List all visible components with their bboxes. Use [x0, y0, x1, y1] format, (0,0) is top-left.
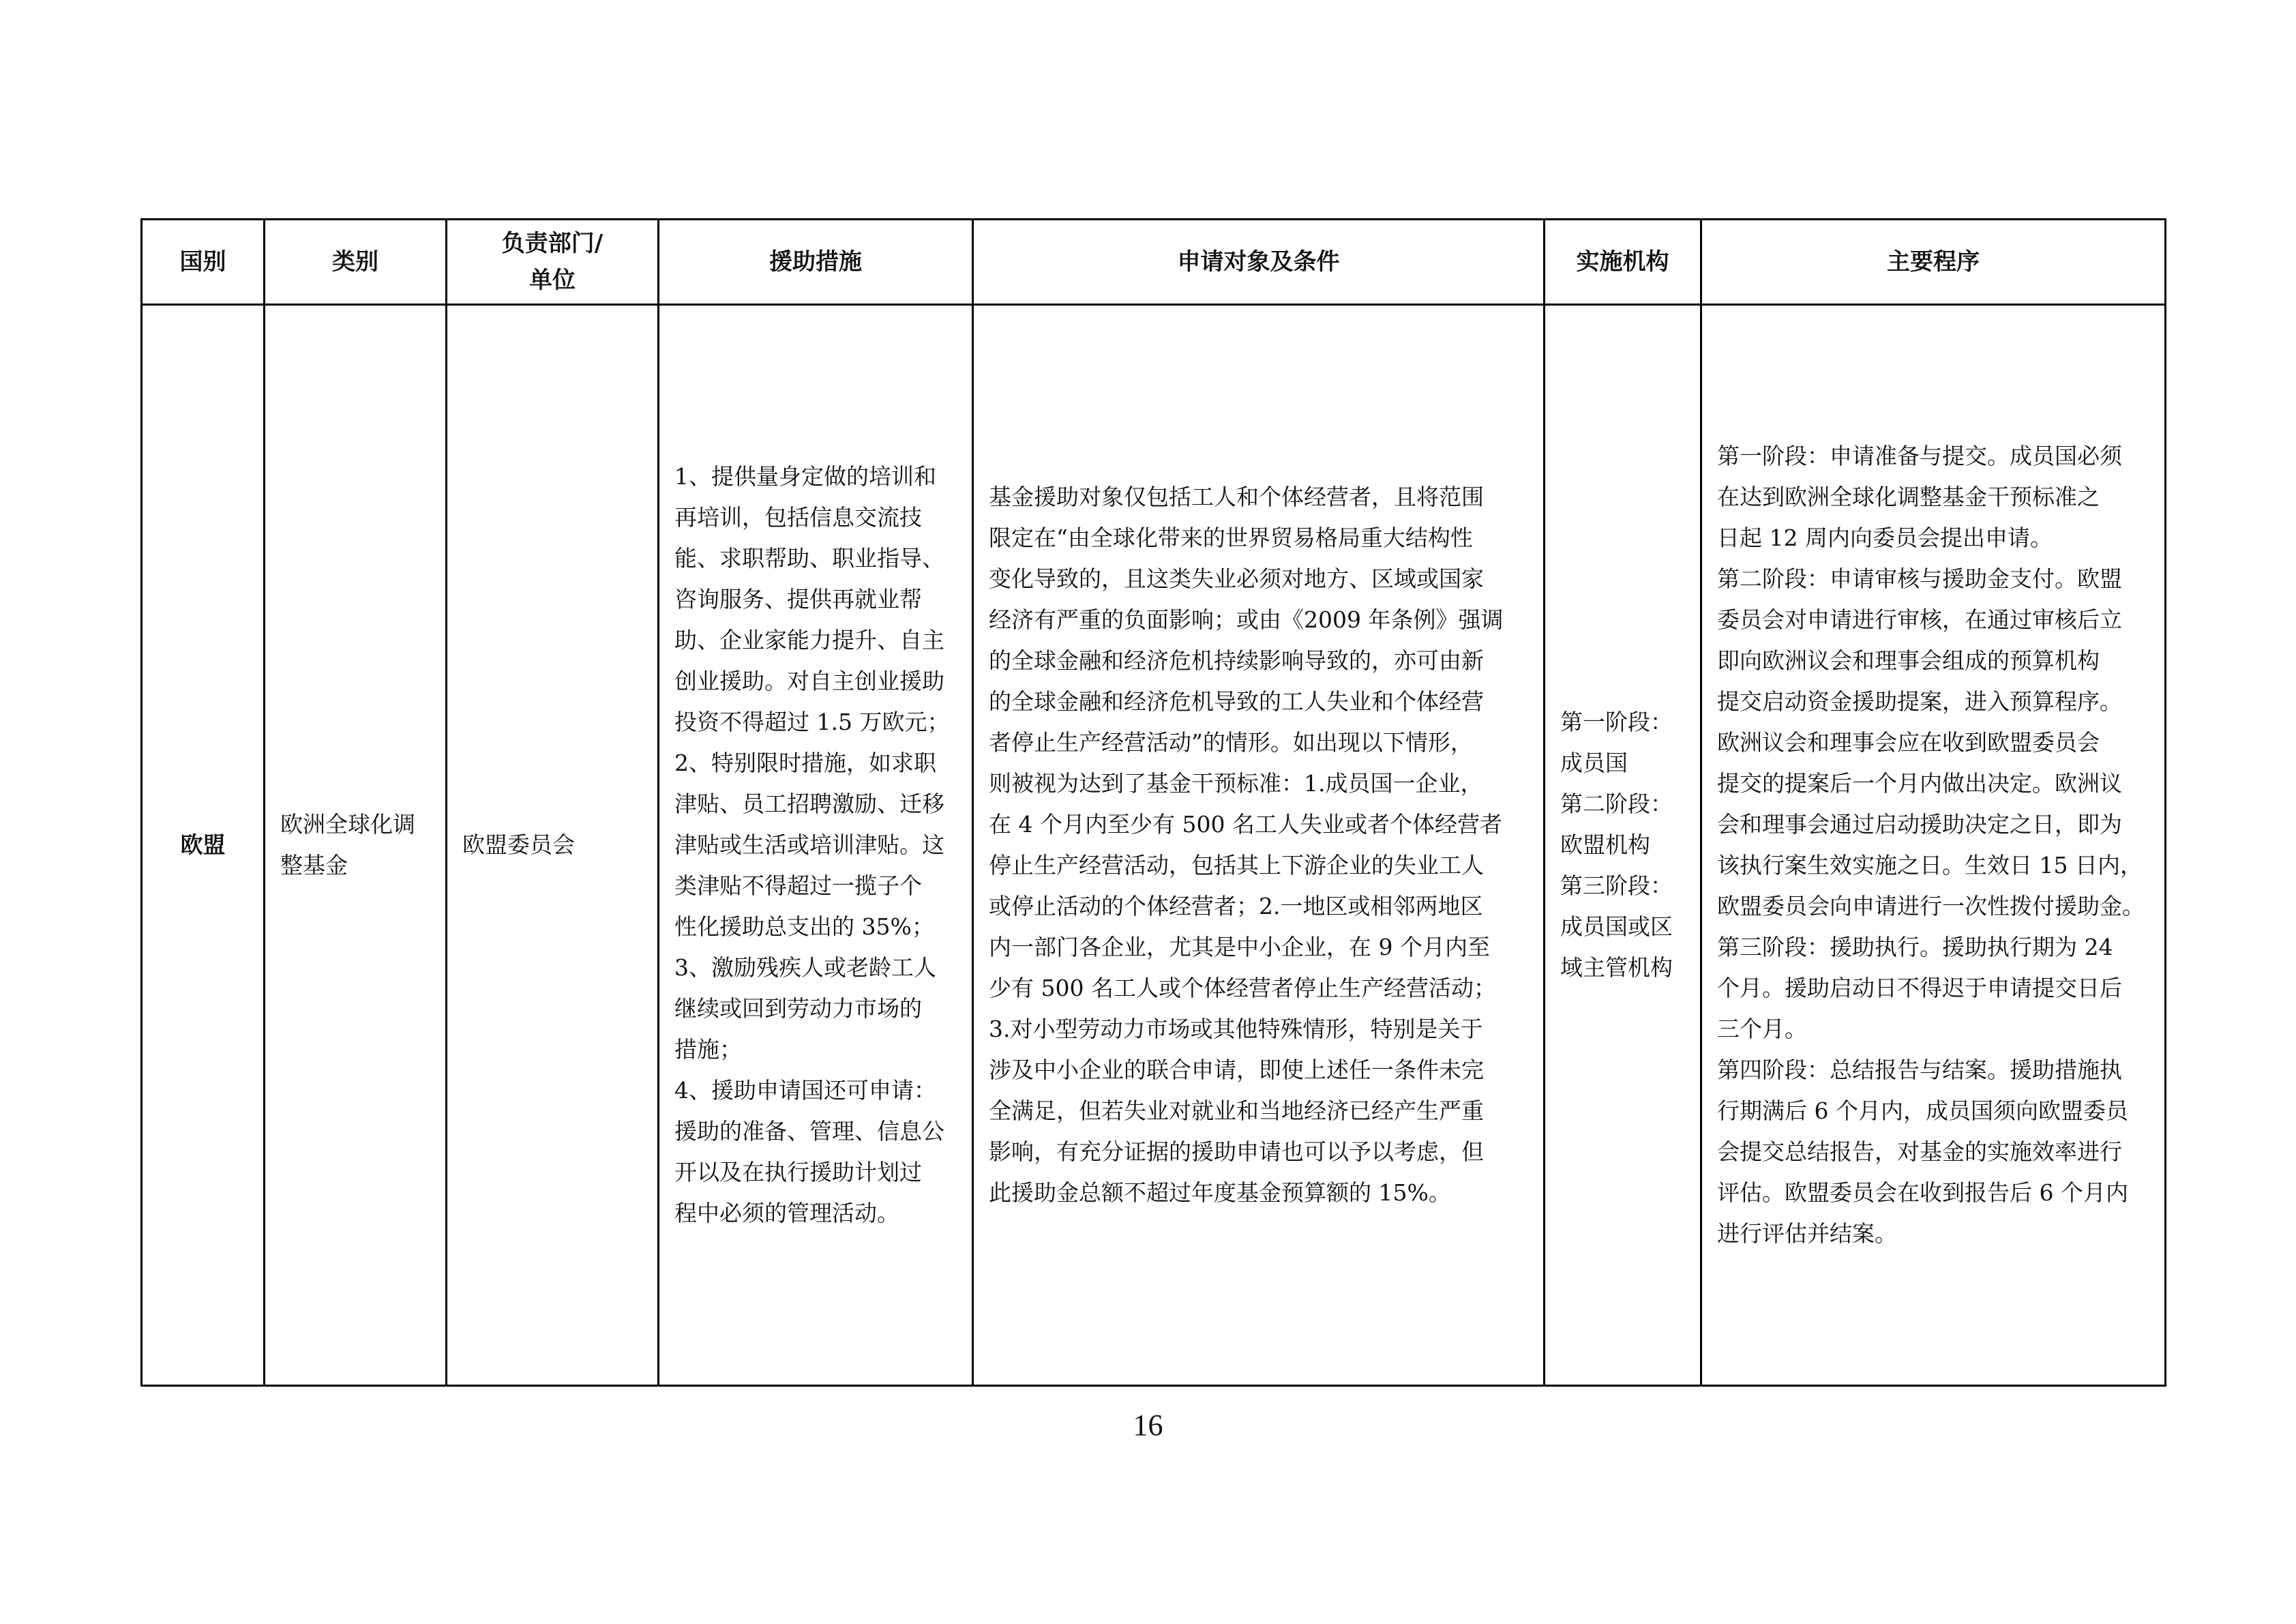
cell-procedure — [1701, 305, 2166, 1386]
cell-line: 影响，有充分证据的援助申请也可以予以考虑，但 — [989, 1138, 1484, 1165]
cell-line: 欧盟委员会向申请进行一次性拨付援助金。 — [1717, 893, 2145, 919]
cell-line: 第一阶段： — [1560, 709, 1673, 735]
page-number: 16 — [1133, 1408, 1163, 1442]
cell-line: 该执行案生效实施之日。生效日 15 日内， — [1717, 852, 2143, 879]
cell-line: 成员国或区 — [1560, 913, 1673, 940]
cell-line: 咨询服务、提供再就业帮 — [674, 586, 922, 612]
cell-line: 类津贴不得超过一揽子个 — [674, 872, 922, 899]
cell-line: 欧洲全球化调 — [280, 811, 415, 838]
cell-line: 提交启动资金援助提案，进入预算程序。 — [1717, 688, 2122, 715]
header-agency: 实施机构 — [1545, 220, 1701, 305]
cell-line: 助、企业家能力提升、自主 — [674, 627, 944, 653]
cell-line: 全满足，但若失业对就业和当地经济已经产生严重 — [989, 1097, 1484, 1124]
cell-line: 涉及中小企业的联合申请，即使上述任一条件未完 — [989, 1057, 1484, 1083]
cell-department: 欧盟委员会 — [447, 305, 659, 1386]
cell-line: 此援助金总额不超过年度基金预算额的 15%。 — [989, 1179, 1451, 1206]
cell-line: 停止生产经营活动，包括其上下游企业的失业工人 — [989, 852, 1484, 879]
cell-line: 欧盟机构 — [1560, 831, 1650, 858]
cell-line: 者停止生产经营活动”的情形。如出现以下情形， — [989, 729, 1473, 756]
header-department-line: 单位 — [529, 267, 576, 294]
cell-line: 进行评估并结案。 — [1717, 1220, 1897, 1247]
cell-line: 则被视为达到了基金干预标准：1.成员国一企业， — [989, 770, 1483, 797]
header-category: 类别 — [265, 220, 447, 305]
header-department — [447, 220, 659, 305]
cell-line: 第二阶段：申请审核与援助金支付。欧盟 — [1717, 565, 2122, 592]
cell-line: 第二阶段： — [1560, 791, 1673, 817]
cell-line: 1、提供量身定做的培训和 — [674, 463, 936, 490]
policy-table — [140, 218, 2166, 1387]
cell-line: 援助的准备、管理、信息公 — [674, 1118, 944, 1145]
cell-line: 即向欧洲议会和理事会组成的预算机构 — [1717, 647, 2100, 674]
cell-line: 日起 12 周内向委员会提出申请。 — [1717, 525, 2053, 551]
cell-line: 会和理事会通过启动援助决定之日，即为 — [1717, 811, 2122, 838]
cell-line: 提交的提案后一个月内做出决定。欧洲议 — [1717, 770, 2122, 797]
cell-line: 3、激励残疾人或老龄工人 — [674, 954, 936, 981]
cell-line: 限定在“由全球化带来的世界贸易格局重大结构性 — [989, 525, 1473, 551]
cell-line: 能、求职帮助、职业指导、 — [674, 545, 944, 572]
cell-line: 的全球金融和经济危机导致的工人失业和个体经营 — [989, 688, 1484, 715]
cell-line: 投资不得超过 1.5 万欧元； — [674, 709, 950, 735]
cell-line: 在 4 个月内至少有 500 名工人失业或者个体经营者 — [989, 811, 1502, 838]
cell-line: 在达到欧洲全球化调整基金干预标准之 — [1717, 484, 2100, 510]
header-applicants: 申请对象及条件 — [973, 220, 1545, 305]
cell-line: 第一阶段：申请准备与提交。成员国必须 — [1717, 443, 2122, 469]
cell-line: 行期满后 6 个月内，成员国须向欧盟委员 — [1717, 1097, 2128, 1124]
cell-line: 措施； — [674, 1036, 742, 1063]
cell-agency — [1545, 305, 1701, 1386]
cell-line: 程中必须的管理活动。 — [674, 1200, 899, 1226]
header-country: 国别 — [142, 220, 265, 305]
cell-line: 继续或回到劳动力市场的 — [674, 995, 922, 1022]
cell-line: 变化导致的，且这类失业必须对地方、区域或国家 — [989, 565, 1484, 592]
cell-line: 三个月。 — [1717, 1016, 1807, 1042]
cell-line: 再培训，包括信息交流技 — [674, 504, 922, 531]
table-header-row — [142, 220, 2166, 305]
cell-line: 津贴、员工招聘激励、迁移 — [674, 791, 944, 817]
cell-line: 个月。援助启动日不得迟于申请提交日后 — [1717, 975, 2122, 1001]
cell-applicants — [973, 305, 1545, 1386]
cell-line: 2、特别限时措施，如求职 — [674, 750, 936, 776]
cell-line: 基金援助对象仅包括工人和个体经营者，且将范围 — [989, 484, 1484, 510]
cell-line: 欧洲议会和理事会应在收到欧盟委员会 — [1717, 729, 2100, 756]
cell-line: 津贴或生活或培训津贴。这 — [674, 831, 944, 858]
cell-line: 性化援助总支出的 35%； — [674, 913, 934, 940]
cell-line: 经济有严重的负面影响；或由《2009 年条例》强调 — [989, 606, 1504, 633]
cell-line: 少有 500 名工人或个体经营者停止生产经营活动； — [989, 975, 1496, 1001]
cell-line: 第三阶段： — [1560, 872, 1673, 899]
cell-line: 内一部门各企业，尤其是中小企业，在 9 个月内至 — [989, 934, 1490, 960]
cell-category — [265, 305, 447, 1386]
cell-line: 第三阶段：援助执行。援助执行期为 24 — [1717, 934, 2113, 960]
cell-line: 评估。欧盟委员会在收到报告后 6 个月内 — [1717, 1179, 2128, 1206]
cell-line: 委员会对申请进行审核，在通过审核后立 — [1717, 606, 2122, 633]
cell-line: 开以及在执行援助计划过 — [674, 1159, 922, 1185]
cell-line: 或停止活动的个体经营者；2.一地区或相邻两地区 — [989, 893, 1483, 919]
cell-line: 会提交总结报告，对基金的实施效率进行 — [1717, 1138, 2122, 1165]
cell-line: 4、援助申请国还可申请： — [674, 1077, 936, 1104]
header-procedure: 主要程序 — [1701, 220, 2166, 305]
cell-line: 域主管机构 — [1560, 954, 1673, 981]
header-measures: 援助措施 — [659, 220, 973, 305]
cell-line: 创业援助。对自主创业援助 — [674, 668, 944, 694]
cell-line: 第四阶段：总结报告与结案。援助措施执 — [1717, 1057, 2122, 1083]
cell-line: 3.对小型劳动力市场或其他特殊情形，特别是关于 — [989, 1016, 1483, 1042]
cell-country: 欧盟 — [142, 305, 265, 1386]
table-row — [142, 305, 2166, 1386]
cell-measures — [659, 305, 973, 1386]
cell-line: 整基金 — [280, 852, 348, 879]
cell-line: 的全球金融和经济危机持续影响导致的，亦可由新 — [989, 647, 1484, 674]
header-department-line: 负责部门/ — [501, 230, 603, 257]
cell-line: 成员国 — [1560, 750, 1628, 776]
